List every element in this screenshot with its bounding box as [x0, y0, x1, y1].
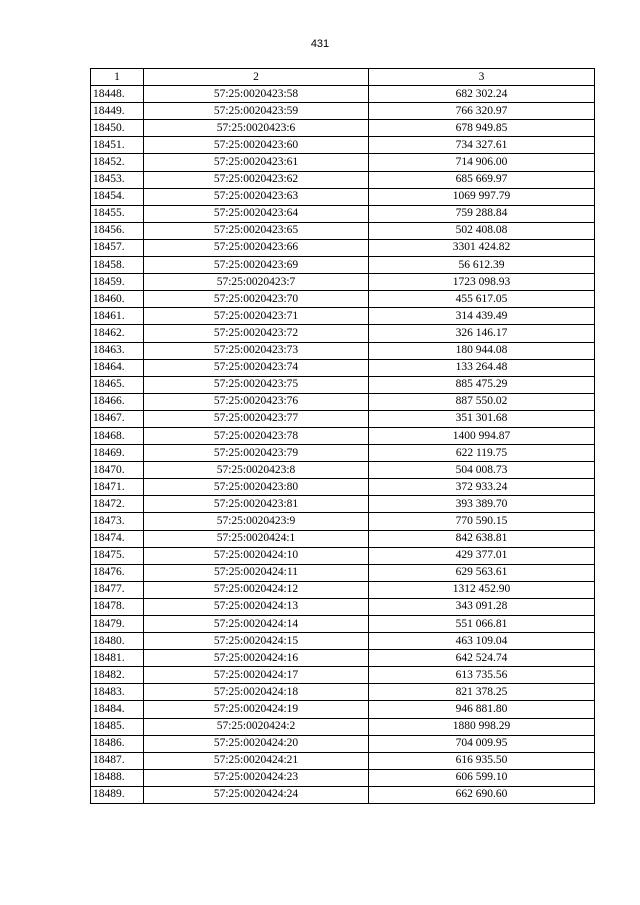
value-cell: 613 735.56: [369, 667, 595, 684]
cadastral-number-cell: 57:25:0020424:15: [144, 633, 369, 650]
value-cell: 3301 424.82: [369, 239, 595, 256]
row-number-cell: 18461.: [91, 308, 144, 325]
cadastral-number-cell: 57:25:0020423:61: [144, 154, 369, 171]
row-number-cell: 18458.: [91, 257, 144, 274]
cadastral-number-cell: 57:25:0020424:16: [144, 650, 369, 667]
row-number-cell: 18486.: [91, 735, 144, 752]
row-number-cell: 18464.: [91, 359, 144, 376]
value-cell: 714 906.00: [369, 154, 595, 171]
value-cell: 343 091.28: [369, 598, 595, 615]
cadastral-number-cell: 57:25:0020423:79: [144, 445, 369, 462]
value-cell: 393 389.70: [369, 496, 595, 513]
cadastral-number-cell: 57:25:0020423:65: [144, 222, 369, 239]
value-cell: 622 119.75: [369, 445, 595, 462]
cadastral-number-cell: 57:25:0020423:77: [144, 410, 369, 427]
value-cell: 502 408.08: [369, 222, 595, 239]
cadastral-number-cell: 57:25:0020423:6: [144, 120, 369, 137]
cadastral-number-cell: 57:25:0020423:75: [144, 376, 369, 393]
table-row: [91, 257, 595, 274]
value-cell: 885 475.29: [369, 376, 595, 393]
cadastral-number-cell: 57:25:0020423:80: [144, 479, 369, 496]
cadastral-number-cell: 57:25:0020423:66: [144, 239, 369, 256]
value-cell: 685 669.97: [369, 171, 595, 188]
table-row: [91, 86, 595, 103]
table-row: [91, 667, 595, 684]
row-number-cell: 18457.: [91, 239, 144, 256]
row-number-cell: 18459.: [91, 274, 144, 291]
table-row: [91, 616, 595, 633]
cadastral-number-cell: 57:25:0020424:20: [144, 735, 369, 752]
cadastral-number-cell: 57:25:0020423:70: [144, 291, 369, 308]
row-number-cell: 18465.: [91, 376, 144, 393]
value-cell: 314 439.49: [369, 308, 595, 325]
cadastral-number-cell: 57:25:0020423:63: [144, 188, 369, 205]
cadastral-number-cell: 57:25:0020423:69: [144, 257, 369, 274]
data-table: [90, 68, 595, 804]
cadastral-number-cell: 57:25:0020423:71: [144, 308, 369, 325]
table-row: [91, 205, 595, 222]
value-cell: 734 327.61: [369, 137, 595, 154]
table-row: [91, 308, 595, 325]
row-number-cell: 18477.: [91, 581, 144, 598]
row-number-cell: 18479.: [91, 616, 144, 633]
table-row: [91, 171, 595, 188]
cadastral-number-cell: 57:25:0020423:73: [144, 342, 369, 359]
cadastral-number-cell: 57:25:0020423:8: [144, 462, 369, 479]
table-row: [91, 291, 595, 308]
table-row: [91, 445, 595, 462]
cadastral-number-cell: 57:25:0020423:74: [144, 359, 369, 376]
table-row: [91, 376, 595, 393]
value-cell: 351 301.68: [369, 410, 595, 427]
row-number-cell: 18483.: [91, 684, 144, 701]
value-cell: 770 590.15: [369, 513, 595, 530]
table-row: [91, 462, 595, 479]
cadastral-number-cell: 57:25:0020424:18: [144, 684, 369, 701]
table-row: [91, 410, 595, 427]
table-row: [91, 496, 595, 513]
row-number-cell: 18450.: [91, 120, 144, 137]
value-cell: 629 563.61: [369, 564, 595, 581]
row-number-cell: 18453.: [91, 171, 144, 188]
value-cell: 372 933.24: [369, 479, 595, 496]
table-row: [91, 786, 595, 803]
value-cell: 1400 994.87: [369, 427, 595, 444]
table-row: [91, 239, 595, 256]
cadastral-number-cell: 57:25:0020424:10: [144, 547, 369, 564]
cadastral-number-cell: 57:25:0020423:9: [144, 513, 369, 530]
row-number-cell: 18466.: [91, 393, 144, 410]
row-number-cell: 18462.: [91, 325, 144, 342]
cadastral-number-cell: 57:25:0020424:13: [144, 598, 369, 615]
value-cell: 704 009.95: [369, 735, 595, 752]
cadastral-number-cell: 57:25:0020423:64: [144, 205, 369, 222]
cadastral-number-cell: 57:25:0020423:58: [144, 86, 369, 103]
row-number-cell: 18489.: [91, 786, 144, 803]
table-row: [91, 769, 595, 786]
cadastral-number-cell: 57:25:0020423:72: [144, 325, 369, 342]
cadastral-number-cell: 57:25:0020424:1: [144, 530, 369, 547]
header-row: [91, 69, 595, 86]
row-number-cell: 18488.: [91, 769, 144, 786]
table-row: [91, 650, 595, 667]
value-cell: 180 944.08: [369, 342, 595, 359]
cadastral-number-cell: 57:25:0020423:7: [144, 274, 369, 291]
row-number-cell: 18482.: [91, 667, 144, 684]
row-number-cell: 18463.: [91, 342, 144, 359]
value-cell: 606 599.10: [369, 769, 595, 786]
table-row: [91, 359, 595, 376]
value-cell: 1723 098.93: [369, 274, 595, 291]
row-number-cell: 18455.: [91, 205, 144, 222]
value-cell: 455 617.05: [369, 291, 595, 308]
value-cell: 887 550.02: [369, 393, 595, 410]
table-row: [91, 718, 595, 735]
row-number-cell: 18449.: [91, 103, 144, 120]
cadastral-number-cell: 57:25:0020424:11: [144, 564, 369, 581]
row-number-cell: 18480.: [91, 633, 144, 650]
table-row: [91, 137, 595, 154]
row-number-cell: 18460.: [91, 291, 144, 308]
row-number-cell: 18473.: [91, 513, 144, 530]
table-row: [91, 325, 595, 342]
value-cell: 766 320.97: [369, 103, 595, 120]
value-cell: 56 612.39: [369, 257, 595, 274]
value-cell: 662 690.60: [369, 786, 595, 803]
table-row: [91, 393, 595, 410]
row-number-cell: 18478.: [91, 598, 144, 615]
cadastral-number-cell: 57:25:0020424:14: [144, 616, 369, 633]
cadastral-number-cell: 57:25:0020423:76: [144, 393, 369, 410]
table-row: [91, 274, 595, 291]
row-number-cell: 18485.: [91, 718, 144, 735]
table-row: [91, 633, 595, 650]
table-row: [91, 581, 595, 598]
table-row: [91, 547, 595, 564]
row-number-cell: 18468.: [91, 427, 144, 444]
table-row: [91, 479, 595, 496]
table-row: [91, 427, 595, 444]
table-header: [91, 69, 595, 86]
cadastral-number-cell: 57:25:0020424:12: [144, 581, 369, 598]
row-number-cell: 18476.: [91, 564, 144, 581]
column-header-3: 3: [369, 69, 595, 86]
value-cell: 133 264.48: [369, 359, 595, 376]
value-cell: 1880 998.29: [369, 718, 595, 735]
value-cell: 946 881.80: [369, 701, 595, 718]
table-row: [91, 513, 595, 530]
row-number-cell: 18481.: [91, 650, 144, 667]
page-number: 431: [310, 38, 330, 50]
row-number-cell: 18475.: [91, 547, 144, 564]
value-cell: 821 378.25: [369, 684, 595, 701]
row-number-cell: 18451.: [91, 137, 144, 154]
cadastral-number-cell: 57:25:0020423:62: [144, 171, 369, 188]
row-number-cell: 18472.: [91, 496, 144, 513]
value-cell: 551 066.81: [369, 616, 595, 633]
row-number-cell: 18448.: [91, 86, 144, 103]
value-cell: 642 524.74: [369, 650, 595, 667]
value-cell: 326 146.17: [369, 325, 595, 342]
row-number-cell: 18471.: [91, 479, 144, 496]
cadastral-number-cell: 57:25:0020423:78: [144, 427, 369, 444]
value-cell: 682 302.24: [369, 86, 595, 103]
cadastral-number-cell: 57:25:0020423:81: [144, 496, 369, 513]
value-cell: 504 008.73: [369, 462, 595, 479]
row-number-cell: 18452.: [91, 154, 144, 171]
row-number-cell: 18474.: [91, 530, 144, 547]
table-row: [91, 154, 595, 171]
cadastral-number-cell: 57:25:0020423:60: [144, 137, 369, 154]
column-header-2: 2: [144, 69, 369, 86]
row-number-cell: 18487.: [91, 752, 144, 769]
value-cell: 1069 997.79: [369, 188, 595, 205]
column-header-1: 1: [91, 69, 144, 86]
value-cell: 429 377.01: [369, 547, 595, 564]
row-number-cell: 18456.: [91, 222, 144, 239]
row-number-cell: 18454.: [91, 188, 144, 205]
table-row: [91, 103, 595, 120]
table-row: [91, 564, 595, 581]
table-row: [91, 752, 595, 769]
cadastral-number-cell: 57:25:0020424:17: [144, 667, 369, 684]
row-number-cell: 18469.: [91, 445, 144, 462]
cadastral-number-cell: 57:25:0020424:24: [144, 786, 369, 803]
value-cell: 759 288.84: [369, 205, 595, 222]
cadastral-number-cell: 57:25:0020424:2: [144, 718, 369, 735]
value-cell: 678 949.85: [369, 120, 595, 137]
table-row: [91, 701, 595, 718]
value-cell: 616 935.50: [369, 752, 595, 769]
cadastral-number-cell: 57:25:0020424:19: [144, 701, 369, 718]
table-row: [91, 684, 595, 701]
table-row: [91, 598, 595, 615]
table-row: [91, 530, 595, 547]
table-row: [91, 188, 595, 205]
table-row: [91, 222, 595, 239]
table-row: [91, 342, 595, 359]
value-cell: 463 109.04: [369, 633, 595, 650]
table-row: [91, 120, 595, 137]
row-number-cell: 18484.: [91, 701, 144, 718]
cadastral-number-cell: 57:25:0020424:21: [144, 752, 369, 769]
row-number-cell: 18470.: [91, 462, 144, 479]
row-number-cell: 18467.: [91, 410, 144, 427]
value-cell: 1312 452.90: [369, 581, 595, 598]
value-cell: 842 638.81: [369, 530, 595, 547]
table-body: [91, 86, 595, 804]
cadastral-number-cell: 57:25:0020424:23: [144, 769, 369, 786]
cadastral-number-cell: 57:25:0020423:59: [144, 103, 369, 120]
table-row: [91, 735, 595, 752]
